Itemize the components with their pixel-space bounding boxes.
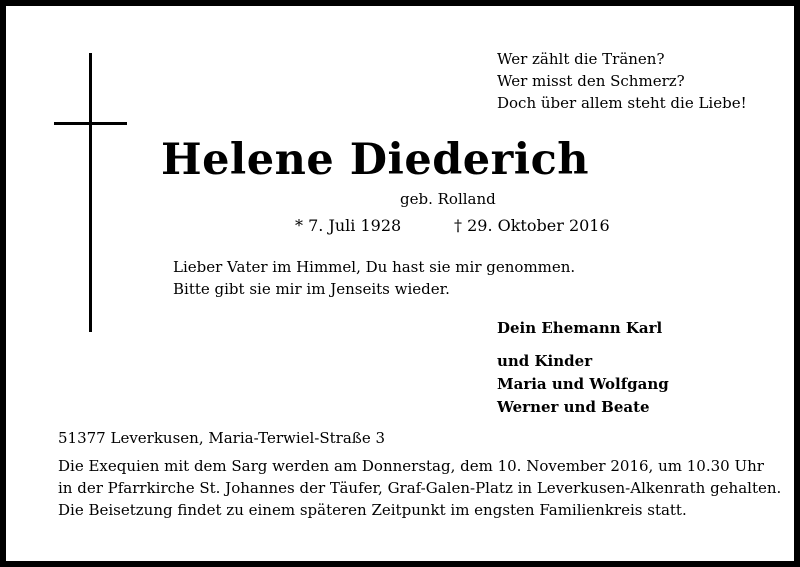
poem <box>497 48 747 114</box>
funeral-notice <box>58 455 781 521</box>
children-intro: und Kinder <box>497 352 593 370</box>
notice-line: Die Beisetzung findet zu einem späteren Zeitpunkt im engsten Familienkreis statt. <box>58 501 687 519</box>
notice-line: Die Exequien mit dem Sarg werden am Donnerstag, dem 10. November 2016, um 10.30 Uhr <box>58 457 764 475</box>
poem-line: Wer misst den Schmerz? <box>497 72 685 90</box>
notice-line: in der Pfarrkirche St. Johannes der Täufer, Graf-Galen-Platz in Leverkusen-Alkenrath gehalten. <box>58 479 782 497</box>
address: 51377 Leverkusen, Maria-Terwiel-Straße 3 <box>58 429 386 447</box>
mourners-list <box>497 317 669 419</box>
spouse: Dein Ehemann Karl <box>497 319 663 337</box>
birth-date: * 7. Juli 1928 <box>295 216 402 235</box>
death-date: † 29. Oktober 2016 <box>454 216 610 235</box>
prayer-line: Lieber Vater im Himmel, Du hast sie mir genommen. <box>173 258 576 276</box>
children-family: Maria und Wolfgang <box>497 375 669 393</box>
poem-line: Doch über allem steht die Liebe! <box>497 94 747 112</box>
prayer-line: Bitte gibt sie mir im Jenseits wieder. <box>173 280 450 298</box>
birth-name: geb. Rolland <box>400 190 496 208</box>
children-family: Werner und Beate <box>497 398 650 416</box>
cross-horizontal-bar <box>54 122 127 125</box>
deceased-name: Helene Diederich <box>160 135 590 185</box>
cross-vertical-bar <box>89 53 92 332</box>
poem-line: Wer zählt die Tränen? <box>497 50 665 68</box>
prayer-text <box>173 256 575 300</box>
